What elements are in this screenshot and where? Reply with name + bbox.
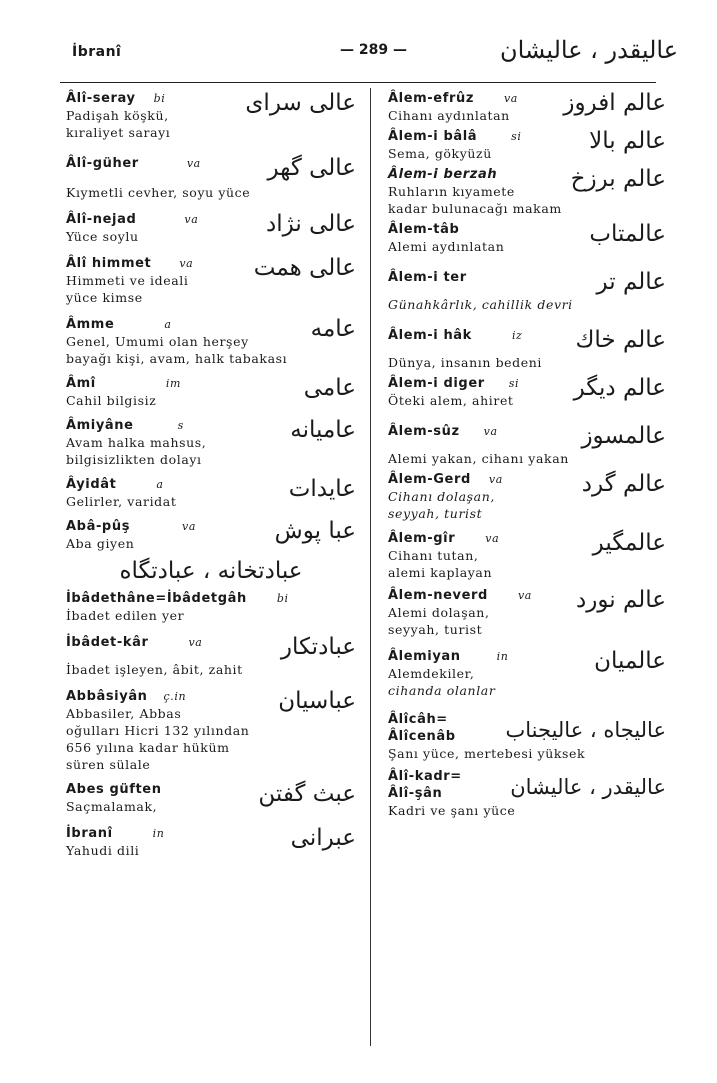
entry-headword: Âmî im	[66, 376, 182, 391]
entry-arabic: عالی سرای	[245, 90, 356, 116]
entry-headword: Âlem-Gerd va	[388, 472, 503, 487]
entry-headword-alt: Âlîcenâb	[388, 729, 456, 744]
entry-pos: iz	[511, 329, 523, 342]
entry-pos: va	[488, 473, 503, 486]
dictionary-entry	[388, 128, 666, 162]
entry-definition: bilgisizlikten dolayı	[66, 452, 202, 467]
entry-pos: s	[177, 419, 184, 432]
entry-headword: Âlî-kadr=	[388, 769, 462, 784]
entry-headword: Âlî-nejad va	[66, 212, 199, 227]
entry-headword: Âlem-i bâlâ si	[388, 129, 522, 144]
entry-pos: bi	[276, 592, 289, 605]
entry-arabic: عالی نژاد	[266, 211, 356, 237]
entry-arabic: عالی گهر	[267, 155, 356, 181]
entry-arabic: عبرانی	[290, 825, 356, 851]
entry-arabic: عالم برزخ	[570, 166, 666, 192]
entry-definition: Cahil bilgisiz	[66, 393, 157, 408]
dictionary-entry	[388, 648, 666, 699]
entry-definition: Genel, Umumi olan herşey	[66, 334, 249, 349]
entry-pos: bi	[153, 92, 166, 105]
entry-definition: Alemi yakan, cihanı yakan	[388, 451, 569, 466]
dictionary-entry	[388, 768, 666, 819]
entry-pos: va	[186, 157, 201, 170]
entry-definition: süren sülale	[66, 757, 151, 772]
entry-definition: Alemdekiler,	[388, 666, 475, 681]
entry-arabic: عالم نورد	[576, 587, 666, 613]
header-left-label: İbranî	[72, 44, 122, 60]
dictionary-entry	[66, 634, 356, 678]
entry-definition: seyyah, turist	[388, 506, 483, 521]
entry-definition: Abbasiler, Abbas	[66, 706, 182, 721]
entry-headword: Âlî-güher va	[66, 156, 201, 171]
entry-pos: in	[152, 827, 165, 840]
entry-headword: İbâdet-kâr va	[66, 635, 203, 650]
entry-headword-alt: Âlî-şân	[388, 786, 443, 801]
entry-definition: Şanı yüce, mertebesi yüksek	[388, 746, 586, 761]
dictionary-entry	[66, 375, 356, 409]
entry-headword: Âmme a	[66, 317, 172, 332]
entry-headword: Âlemiyan in	[388, 649, 509, 664]
entry-definition: Gelirler, varidat	[66, 494, 177, 509]
entry-pos: va	[503, 92, 518, 105]
entry-pos: in	[496, 650, 509, 663]
entry-pos: im	[165, 377, 182, 390]
entry-headword: Âmiyâne s	[66, 418, 184, 433]
entry-definition: seyyah, turist	[388, 622, 483, 637]
dictionary-entry	[388, 375, 666, 409]
entry-arabic: عباسیان	[278, 688, 356, 714]
entry-definition: Dünya, insanın bedeni	[388, 355, 543, 370]
entry-headword: Abbâsiyân ç.in	[66, 689, 187, 704]
entry-definition: Himmeti ve ideali	[66, 273, 189, 288]
entry-definition: İbadet işleyen, âbit, zahit	[66, 662, 243, 677]
entry-definition: Öteki alem, ahiret	[388, 393, 514, 408]
entry-definition: Sema, gökyüzü	[388, 146, 492, 161]
entry-definition: İbadet edilen yer	[66, 608, 185, 623]
entry-arabic: عالم بالا	[589, 128, 666, 154]
entry-definition: Kadri ve şanı yüce	[388, 803, 516, 818]
entry-pos: si	[511, 130, 522, 143]
entry-pos: va	[483, 425, 498, 438]
entry-headword: Abâ-pûş va	[66, 519, 197, 534]
dictionary-entry	[66, 825, 356, 859]
entry-definition: Alemi dolaşan,	[388, 605, 490, 620]
right-column	[388, 90, 666, 825]
entry-arabic: عالیقدر ، عالیشان	[510, 775, 666, 799]
entry-pos: va	[485, 532, 500, 545]
entry-headword: Âyidât a	[66, 477, 164, 492]
entry-definition: 656 yılına kadar hüküm	[66, 740, 230, 755]
entry-pos: va	[179, 257, 194, 270]
entry-arabic: عالمتاب	[589, 221, 666, 247]
entry-arabic: عبادتکار	[280, 634, 356, 660]
left-column	[66, 90, 356, 865]
entry-definition: Aba giyen	[66, 536, 135, 551]
entry-arabic: عالمگیر	[592, 530, 666, 556]
entry-arabic: عبث گفتن	[258, 781, 356, 807]
entry-definition: alemi kaplayan	[388, 565, 493, 580]
header-rule	[60, 82, 656, 83]
entry-definition: Ruhların kıyamete	[388, 184, 515, 199]
entry-arabic: عالم خاك	[575, 327, 666, 353]
entry-headword: Âlîcâh=	[388, 712, 448, 727]
entry-headword: İbâdethâne=İbâdetgâh bi	[66, 591, 289, 606]
dictionary-entry	[66, 316, 356, 367]
entry-arabic: عامیانه	[290, 417, 356, 443]
dictionary-entry	[388, 423, 666, 467]
dictionary-entry	[66, 590, 356, 624]
dictionary-entry	[388, 221, 666, 255]
entry-definition: Cihanı dolaşan,	[388, 489, 495, 504]
entry-definition: Yahudi dili	[66, 843, 140, 858]
entry-definition: Cihanı tutan,	[388, 548, 479, 563]
entry-pos: a	[164, 318, 172, 331]
entry-arabic: عالمسوز	[581, 423, 666, 449]
entry-pos: a	[156, 478, 164, 491]
entry-definition: Kıymetli cevher, soyu yüce	[66, 185, 251, 200]
dictionary-entry	[66, 476, 356, 510]
entry-arabic: عالیجاه ، عالیجناب	[505, 718, 666, 742]
entry-headword: Âlî himmet va	[66, 256, 194, 271]
entry-definition: Yüce soylu	[66, 229, 139, 244]
entry-arabic: عالمیان	[594, 648, 666, 674]
dictionary-entry	[66, 518, 356, 552]
entry-arabic: عالم گرد	[581, 471, 666, 497]
entry-pos: va	[188, 636, 203, 649]
entry-pos: va	[184, 213, 199, 226]
dictionary-entry	[66, 417, 356, 468]
entry-arabic: عالم دیگر	[573, 375, 666, 401]
entry-arabic: عالی همت	[253, 255, 356, 281]
entry-definition: Saçmalamak,	[66, 799, 158, 814]
dictionary-entry	[66, 688, 356, 773]
dictionary-entry	[66, 255, 356, 306]
page-number: — 289 —	[340, 42, 407, 58]
entry-definition: Avam halka mahsus,	[66, 435, 207, 450]
entry-headword: Âlem-gîr va	[388, 531, 500, 546]
entry-headword: Âlem-sûz va	[388, 424, 498, 439]
entry-headword: Âlem-efrûz va	[388, 91, 518, 106]
dictionary-entry	[388, 530, 666, 581]
entry-headword: Âlem-i ter	[388, 270, 467, 285]
entry-definition: yüce kimse	[66, 290, 143, 305]
dictionary-entry	[388, 269, 666, 313]
entry-arabic: عالم تر	[596, 269, 666, 295]
dictionary-entry	[388, 711, 666, 762]
entry-headword: Âlem-i hâk iz	[388, 328, 523, 343]
header-arabic-title: عالیقدر ، عالیشان	[500, 36, 679, 64]
entry-headword: Abes güften	[66, 782, 162, 797]
dictionary-entry	[66, 155, 356, 201]
entry-arabic: عایدات	[288, 476, 356, 502]
entry-arabic: عامی	[303, 375, 356, 401]
entry-definition: kıraliyet sarayı	[66, 125, 171, 140]
dictionary-entry	[388, 471, 666, 522]
column-divider	[370, 88, 371, 1046]
dictionary-entry	[66, 211, 356, 245]
arabic-subheading: عبادتخانه ، عبادتگاه	[119, 558, 303, 584]
entry-pos: si	[508, 377, 520, 390]
dictionary-entry	[66, 781, 356, 815]
entry-headword: Âlem-i diger si	[388, 376, 520, 391]
entry-definition: Alemi aydınlatan	[388, 239, 505, 254]
entry-definition: bayağı kişi, avam, halk tabakası	[66, 351, 288, 366]
page-header	[0, 34, 717, 74]
dictionary-entry	[388, 327, 666, 371]
entry-definition: cihanda olanlar	[388, 683, 496, 698]
dictionary-entry	[388, 166, 666, 217]
entry-headword: İbranî in	[66, 826, 165, 841]
entry-definition: Cihanı aydınlatan	[388, 108, 510, 123]
entry-definition: Padişah köşkü,	[66, 108, 169, 123]
dictionary-entry	[66, 90, 356, 141]
entry-headword: Âlem-tâb	[388, 222, 460, 237]
entry-definition: kadar bulunacağı makam	[388, 201, 562, 216]
entry-arabic: عالم افروز	[563, 90, 666, 116]
entry-pos: va	[182, 520, 197, 533]
entry-arabic: عبا پوش	[274, 518, 356, 544]
entry-headword: Âlem-neverd va	[388, 588, 532, 603]
entry-pos: ç.in	[163, 690, 187, 703]
dictionary-entry	[388, 587, 666, 638]
dictionary-entry	[388, 90, 666, 124]
entry-definition: Günahkârlık, cahillik devri	[388, 297, 573, 312]
entry-arabic: عامه	[310, 316, 356, 342]
entry-headword: Âlî-seray bi	[66, 91, 166, 106]
entry-headword: Âlem-i berzah	[388, 167, 498, 182]
entry-definition: oğulları Hicri 132 yılından	[66, 723, 250, 738]
entry-pos: va	[517, 589, 532, 602]
